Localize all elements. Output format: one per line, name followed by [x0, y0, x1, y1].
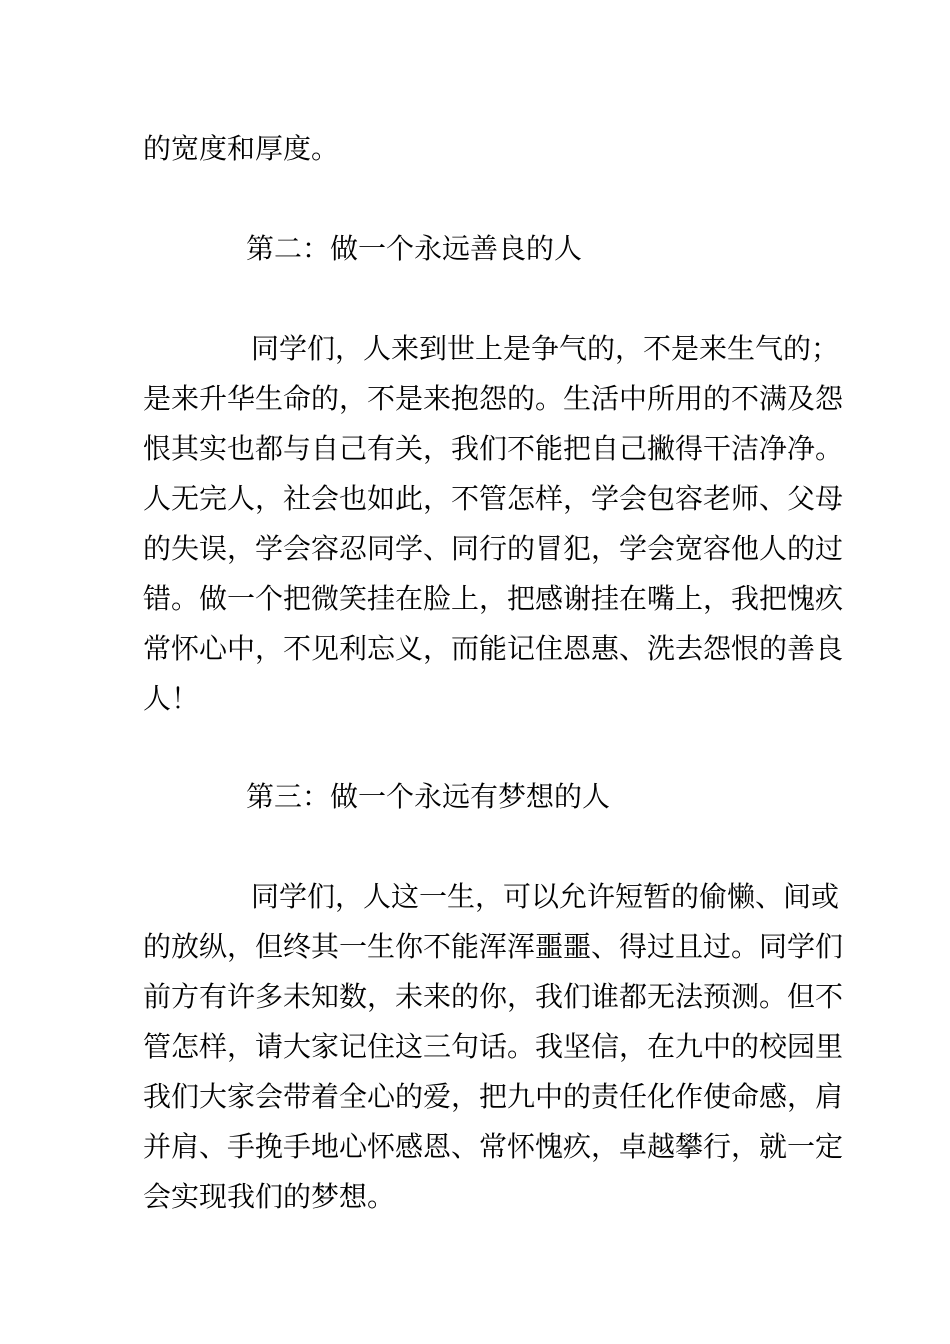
body-line: 并肩、手挽手地心怀感恩、常怀愧疚，卓越攀行，就一定	[143, 1130, 844, 1163]
body-line: 前方有许多未知数，未来的你，我们谁都无法预测。但不	[143, 980, 844, 1013]
body-line: 会实现我们的梦想。	[143, 1180, 396, 1213]
body-line: 人！	[143, 682, 200, 715]
section-heading-2: 第二：做一个永远善良的人	[246, 232, 583, 265]
body-line: 恨其实也都与自己有关，我们不能把自己撇得干洁净净。	[143, 432, 844, 465]
body-line: 是来升华生命的，不是来抱怨的。生活中所用的不满及怨	[143, 382, 844, 415]
body-line: 人无完人，社会也如此，不管怎样，学会包容老师、父母	[143, 482, 844, 515]
body-line: 常怀心中，不见利忘义，而能记住恩惠、洗去怨恨的善良	[143, 632, 844, 665]
section-heading-3: 第三：做一个永远有梦想的人	[246, 780, 611, 813]
body-line: 我们大家会带着全心的爱，把九中的责任化作使命感，肩	[143, 1080, 844, 1113]
body-line: 错。做一个把微笑挂在脸上，把感谢挂在嘴上，我把愧疚	[143, 582, 844, 615]
body-line: 同学们，人这一生，可以允许短暂的偷懒、间或	[251, 880, 840, 913]
body-line: 同学们，人来到世上是争气的，不是来生气的；	[251, 332, 840, 365]
body-line: 的失误，学会容忍同学、同行的冒犯，学会宽容他人的过	[143, 532, 844, 565]
body-line-continuation: 的宽度和厚度。	[143, 132, 340, 165]
body-line: 管怎样，请大家记住这三句话。我坚信，在九中的校园里	[143, 1030, 844, 1063]
body-line: 的放纵，但终其一生你不能浑浑噩噩、得过且过。同学们	[143, 930, 844, 963]
